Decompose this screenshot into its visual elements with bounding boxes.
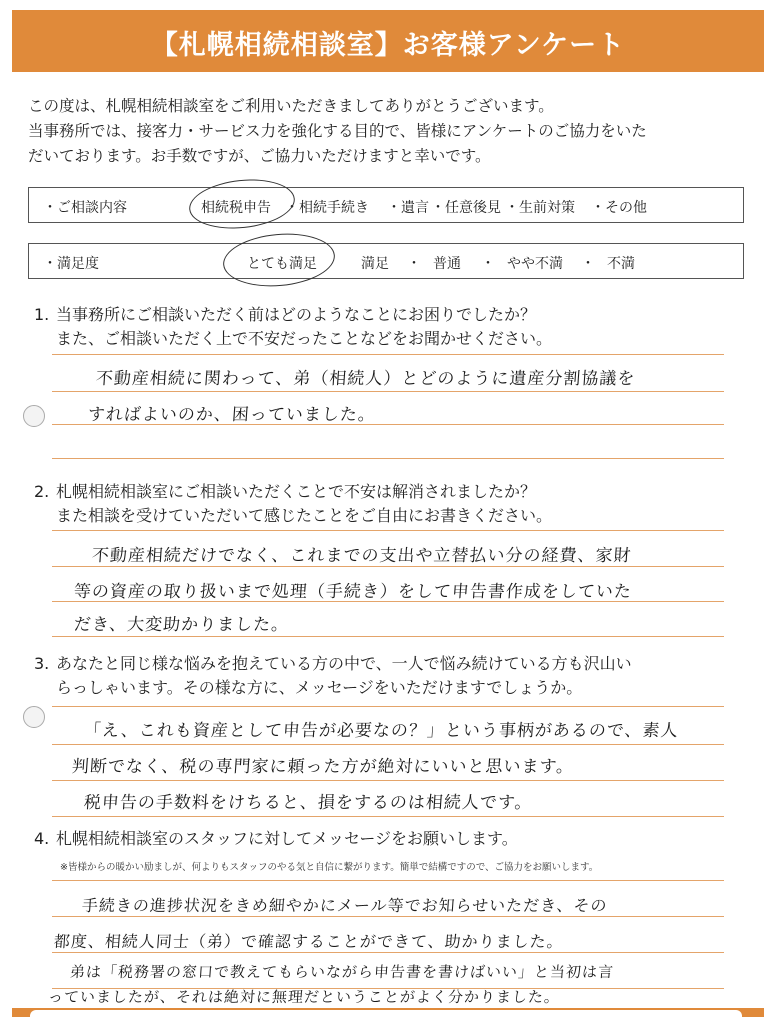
consultation-option[interactable]: 任意後見 bbox=[445, 200, 501, 216]
handwritten-answer: だき、大変助かりました。 bbox=[73, 615, 290, 635]
handwritten-answer: 不動産相続に関わって、弟（相続人）とどのように遺産分割協議を bbox=[95, 369, 637, 389]
question-text: あなたと同じ様な悩みを抱えている方の中で、一人で悩み続けている方も沢山い bbox=[56, 654, 632, 673]
consultation-label: ・ご相談内容 bbox=[43, 200, 127, 216]
answer-rule bbox=[52, 744, 724, 745]
handwritten-answer: 税申告の手数料をけちると、損をするのは相続人です。 bbox=[83, 793, 534, 813]
handwritten-answer: 等の資産の取り扱いまで処理（手続き）をして申告書作成をしていた bbox=[73, 582, 633, 602]
answer-rule bbox=[52, 636, 724, 637]
question-text: 当事務所にご相談いただく前はどのようなことにお困りでしたか？ bbox=[56, 305, 537, 324]
binder-hole bbox=[23, 405, 45, 427]
intro-text bbox=[28, 94, 758, 169]
intro-line: この度は、札幌相続相談室をご利用いただきましてありがとうございます。 bbox=[28, 97, 554, 115]
satisfaction-option[interactable]: とても満足 bbox=[247, 256, 317, 272]
header-bar bbox=[12, 10, 764, 72]
question-text: らっしゃいます。その様な方に、メッセージをいただけますでしょうか。 bbox=[56, 678, 583, 697]
selected-circle bbox=[187, 175, 297, 234]
consultation-option[interactable]: その他 bbox=[605, 200, 647, 216]
answer-rule bbox=[52, 816, 724, 817]
answer-rule bbox=[52, 458, 724, 459]
question-4: 4. 札幌相続相談室のスタッフに対してメッセージをお願いします。 bbox=[34, 829, 518, 848]
answer-rule bbox=[52, 391, 724, 392]
question-text: また相談を受けていただいて感じたことをご自由にお書きください。 bbox=[56, 506, 553, 525]
handwritten-answer: っていましたが、それは絶対に無理だということがよく分かりました。 bbox=[47, 988, 561, 1006]
answer-rule bbox=[52, 880, 724, 881]
selected-circle bbox=[221, 229, 337, 291]
handwritten-answer: 弟は「税務署の窓口で教えてもらいながら申告書を書けばいい」と当初は言 bbox=[69, 963, 615, 981]
satisfaction-option[interactable]: 満足 bbox=[361, 256, 389, 272]
question-text: 札幌相続相談室のスタッフに対してメッセージをお願いします。 bbox=[56, 829, 518, 848]
consultation-option[interactable]: 相続手続き bbox=[299, 200, 369, 216]
answer-rule bbox=[52, 354, 724, 355]
question-text: また、ご相談いただく上で不安だったことなどをお聞かせください。 bbox=[56, 329, 553, 348]
answer-rule bbox=[52, 780, 724, 781]
handwritten-answer: 手続きの進捗状況をきめ細やかにメール等でお知らせいただき、その bbox=[81, 896, 609, 915]
answer-rule bbox=[52, 952, 724, 953]
answer-rule bbox=[52, 916, 724, 917]
handwritten-answer: 都度、相続人同士（弟）で確認することができて、助かりました。 bbox=[53, 932, 565, 951]
binder-hole bbox=[23, 706, 45, 728]
consultation-option[interactable]: 遺言 bbox=[401, 200, 429, 216]
satisfaction-label: ・満足度 bbox=[43, 256, 99, 272]
handwritten-answer: 判断でなく、税の専門家に頼った方が絶対にいいと思います。 bbox=[71, 757, 575, 777]
question-text: 札幌相続相談室にご相談いただくことで不安は解消されましたか？ bbox=[56, 482, 537, 501]
answer-rule bbox=[52, 530, 724, 531]
answer-rule bbox=[52, 706, 724, 707]
question-2: 2. 札幌相続相談室にご相談いただくことで不安は解消されましたか？ また相談を受けていただいて感じたことをご自由にお書きください。 bbox=[34, 480, 552, 528]
consultation-option[interactable]: 相続税申告 bbox=[201, 200, 271, 216]
consultation-box: ・ご相談内容 相続税申告 ・ 相続手続き ・ 遺言 ・ 任意後見 ・ 生前対策 ・ その他 bbox=[28, 187, 744, 223]
footer-bar-inner bbox=[30, 1010, 742, 1017]
handwritten-answer: 不動産相続だけでなく、これまでの支出や立替払い分の経費、家財 bbox=[91, 546, 633, 566]
intro-line: 当事務所では、接客力・サービス力を強化する目的で、皆様にアンケートのご協力をいた bbox=[28, 122, 647, 140]
intro-line: だいております。お手数ですが、ご協力いただけますと幸いです。 bbox=[28, 147, 491, 165]
handwritten-answer: 「え、これも資産として申告が必要なの？」という事柄があるので、素人 bbox=[83, 721, 680, 741]
question-1: 1. 当事務所にご相談いただく前はどのようなことにお困りでしたか？ また、ご相談いただく上で不安だったことなどをお聞かせください。 bbox=[34, 303, 552, 351]
satisfaction-box: ・満足度 とても満足 満足 ・ 普通 ・ やや不満 ・ 不満 bbox=[28, 243, 744, 279]
consultation-option[interactable]: 生前対策 bbox=[519, 200, 575, 216]
question-3: 3. あなたと同じ様な悩みを抱えている方の中で、一人で悩み続けている方も沢山い らっしゃいます。その様な方に、メッセージをいただけますでしょうか。 bbox=[34, 652, 632, 700]
question-4-note: ※皆様からの暖かい励ましが、何よりもスタッフのやる気と自信に繋がります。簡単で結構ですので、ご協力をお願いします。 bbox=[60, 862, 599, 873]
satisfaction-option[interactable]: やや不満 bbox=[507, 256, 563, 272]
handwritten-answer: すればよいのか、困っていました。 bbox=[87, 405, 377, 425]
page-title: 【札幌相続相談室】お客様アンケート bbox=[150, 30, 626, 61]
satisfaction-option[interactable]: 普通 bbox=[433, 256, 461, 272]
answer-rule bbox=[52, 566, 724, 567]
satisfaction-option[interactable]: 不満 bbox=[607, 256, 635, 272]
